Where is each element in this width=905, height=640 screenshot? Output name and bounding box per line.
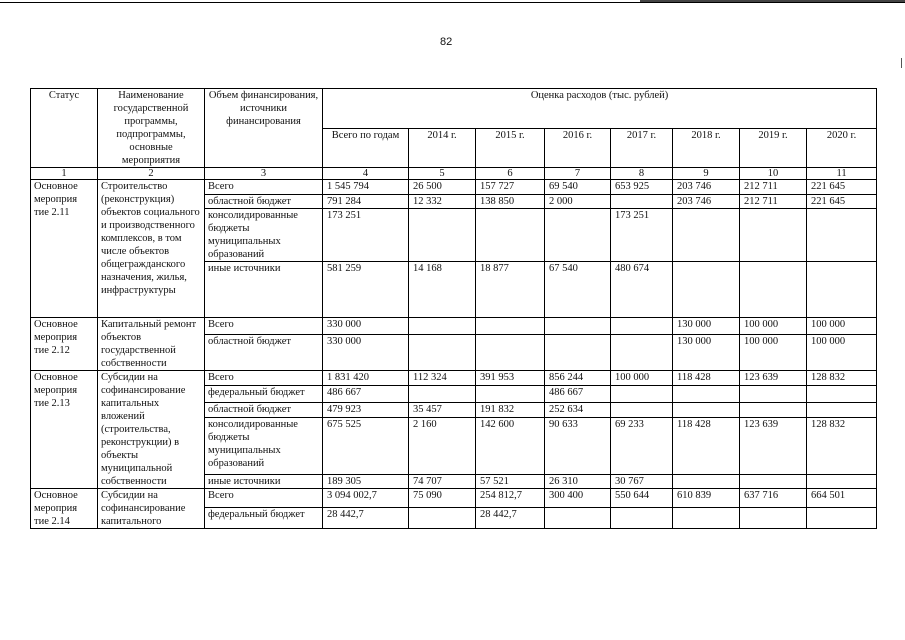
- year-value-cell: 26 500: [409, 180, 476, 195]
- year-value-cell: 69 233: [611, 418, 673, 474]
- total-value-cell: 3 094 002,7: [323, 489, 409, 508]
- column-number: 9: [673, 168, 740, 180]
- source-cell: областной бюджет: [205, 334, 323, 370]
- header-year: 2018 г.: [673, 128, 740, 168]
- column-number-row: [31, 168, 877, 180]
- status-cell: Основное мероприя тие 2.13: [31, 371, 98, 489]
- year-value-cell: 112 324: [409, 371, 476, 386]
- column-number: 3: [205, 168, 323, 180]
- year-value-cell: 856 244: [545, 371, 611, 386]
- year-value-cell: [409, 386, 476, 403]
- source-cell: Всего: [205, 180, 323, 195]
- column-number: 11: [807, 168, 877, 180]
- total-value-cell: 791 284: [323, 195, 409, 209]
- name-cell: Субсидии на софинансирование капитальных вложений (строительства, реконструкции) в объекты муниципальной собственности: [98, 371, 205, 489]
- year-value-cell: 35 457: [409, 403, 476, 418]
- year-value-cell: 100 000: [807, 318, 877, 335]
- source-cell: Всего: [205, 371, 323, 386]
- column-number: 6: [476, 168, 545, 180]
- year-value-cell: [807, 403, 877, 418]
- total-value-cell: 330 000: [323, 334, 409, 370]
- year-value-cell: [807, 262, 877, 318]
- header-year: 2020 г.: [807, 128, 877, 168]
- year-value-cell: 2 160: [409, 418, 476, 474]
- year-value-cell: 637 716: [740, 489, 807, 508]
- header-year: 2014 г.: [409, 128, 476, 168]
- year-value-cell: 57 521: [476, 474, 545, 488]
- year-value-cell: [611, 334, 673, 370]
- year-value-cell: 191 832: [476, 403, 545, 418]
- year-value-cell: 203 746: [673, 195, 740, 209]
- header-status: Статус: [31, 89, 98, 168]
- header-name: Наименование государственной программы, подпрограммы, основные мероприятия: [98, 89, 205, 168]
- year-value-cell: [476, 334, 545, 370]
- year-value-cell: 300 400: [545, 489, 611, 508]
- year-value-cell: [611, 195, 673, 209]
- year-value-cell: 221 645: [807, 180, 877, 195]
- year-value-cell: 100 000: [740, 334, 807, 370]
- table-row: [31, 318, 877, 335]
- source-cell: Всего: [205, 318, 323, 335]
- year-value-cell: 653 925: [611, 180, 673, 195]
- header-year: 2019 г.: [740, 128, 807, 168]
- year-value-cell: 610 839: [673, 489, 740, 508]
- total-value-cell: 675 525: [323, 418, 409, 474]
- year-value-cell: 30 767: [611, 474, 673, 488]
- source-cell: областной бюджет: [205, 403, 323, 418]
- year-value-cell: 142 600: [476, 418, 545, 474]
- year-value-cell: [409, 209, 476, 262]
- year-value-cell: [409, 334, 476, 370]
- year-value-cell: 128 832: [807, 418, 877, 474]
- year-value-cell: [611, 318, 673, 335]
- year-value-cell: 221 645: [807, 195, 877, 209]
- scan-edge-line: [0, 2, 905, 3]
- year-value-cell: 550 644: [611, 489, 673, 508]
- year-value-cell: [476, 209, 545, 262]
- header-year: 2015 г.: [476, 128, 545, 168]
- year-value-cell: [740, 507, 807, 528]
- year-value-cell: [545, 209, 611, 262]
- name-cell: Субсидии на софинансирование капитального: [98, 489, 205, 529]
- year-value-cell: [611, 507, 673, 528]
- header-total: Всего по годам: [323, 128, 409, 168]
- year-value-cell: [545, 507, 611, 528]
- year-value-cell: [740, 386, 807, 403]
- year-value-cell: 69 540: [545, 180, 611, 195]
- year-value-cell: 100 000: [740, 318, 807, 335]
- year-value-cell: 14 168: [409, 262, 476, 318]
- year-value-cell: 12 332: [409, 195, 476, 209]
- source-cell: иные источники: [205, 474, 323, 488]
- year-value-cell: 391 953: [476, 371, 545, 386]
- year-value-cell: 74 707: [409, 474, 476, 488]
- column-number: 8: [611, 168, 673, 180]
- total-value-cell: 581 259: [323, 262, 409, 318]
- year-value-cell: 75 090: [409, 489, 476, 508]
- year-value-cell: 130 000: [673, 334, 740, 370]
- total-value-cell: 1 831 420: [323, 371, 409, 386]
- year-value-cell: 664 501: [807, 489, 877, 508]
- source-cell: федеральный бюджет: [205, 386, 323, 403]
- year-value-cell: [807, 209, 877, 262]
- year-value-cell: [740, 403, 807, 418]
- year-value-cell: [807, 507, 877, 528]
- source-cell: федеральный бюджет: [205, 507, 323, 528]
- header-year: 2016 г.: [545, 128, 611, 168]
- column-number: 10: [740, 168, 807, 180]
- total-value-cell: 330 000: [323, 318, 409, 335]
- year-value-cell: 90 633: [545, 418, 611, 474]
- column-number: 4: [323, 168, 409, 180]
- year-value-cell: [476, 318, 545, 335]
- year-value-cell: [807, 386, 877, 403]
- year-value-cell: [673, 474, 740, 488]
- header-row: [31, 89, 877, 129]
- total-value-cell: 479 923: [323, 403, 409, 418]
- year-value-cell: 203 746: [673, 180, 740, 195]
- total-value-cell: 486 667: [323, 386, 409, 403]
- year-value-cell: 100 000: [807, 334, 877, 370]
- year-value-cell: 100 000: [611, 371, 673, 386]
- year-value-cell: 123 639: [740, 371, 807, 386]
- year-value-cell: 128 832: [807, 371, 877, 386]
- source-cell: консолидированные бюджеты муниципальных образований: [205, 418, 323, 474]
- year-value-cell: 28 442,7: [476, 507, 545, 528]
- status-cell: Основное мероприя тие 2.14: [31, 489, 98, 529]
- column-number: 1: [31, 168, 98, 180]
- year-value-cell: [409, 318, 476, 335]
- source-cell: консолидированные бюджеты муниципальных образований: [205, 209, 323, 262]
- year-value-cell: 118 428: [673, 418, 740, 474]
- header-volume: Объем финансирования, источники финансирования: [205, 89, 323, 168]
- year-value-cell: 486 667: [545, 386, 611, 403]
- scan-edge-mark: [901, 58, 902, 68]
- source-cell: иные источники: [205, 262, 323, 318]
- total-value-cell: 189 305: [323, 474, 409, 488]
- column-number: 2: [98, 168, 205, 180]
- year-value-cell: 212 711: [740, 195, 807, 209]
- name-cell: Капитальный ремонт объектов государственной собственности: [98, 318, 205, 371]
- year-value-cell: [673, 403, 740, 418]
- year-value-cell: [409, 507, 476, 528]
- year-value-cell: [545, 318, 611, 335]
- source-cell: областной бюджет: [205, 195, 323, 209]
- year-value-cell: [611, 403, 673, 418]
- total-value-cell: 1 545 794: [323, 180, 409, 195]
- year-value-cell: 173 251: [611, 209, 673, 262]
- total-value-cell: 28 442,7: [323, 507, 409, 528]
- status-cell: Основное мероприя тие 2.11: [31, 180, 98, 318]
- year-value-cell: 67 540: [545, 262, 611, 318]
- status-cell: Основное мероприя тие 2.12: [31, 318, 98, 371]
- year-value-cell: 254 812,7: [476, 489, 545, 508]
- header-estimate: Оценка расходов (тыс. рублей): [323, 89, 877, 129]
- year-value-cell: 252 634: [545, 403, 611, 418]
- year-value-cell: 2 000: [545, 195, 611, 209]
- name-cell: Строительство (реконструкция) объектов социального и производственного комплексов, в том числе объектов общегражданского назначения, жилья, инфраструктуры: [98, 180, 205, 318]
- year-value-cell: 18 877: [476, 262, 545, 318]
- year-value-cell: 157 727: [476, 180, 545, 195]
- column-number: 7: [545, 168, 611, 180]
- expenses-table: [30, 88, 877, 529]
- table-row: [31, 180, 877, 195]
- year-value-cell: [807, 474, 877, 488]
- year-value-cell: [740, 262, 807, 318]
- scan-edge-line: [640, 0, 905, 2]
- column-number: 5: [409, 168, 476, 180]
- header-year: 2017 г.: [611, 128, 673, 168]
- table-row: [31, 371, 877, 386]
- year-value-cell: 123 639: [740, 418, 807, 474]
- year-value-cell: [476, 386, 545, 403]
- year-value-cell: 26 310: [545, 474, 611, 488]
- total-value-cell: 173 251: [323, 209, 409, 262]
- year-value-cell: 480 674: [611, 262, 673, 318]
- year-value-cell: 212 711: [740, 180, 807, 195]
- table-row: [31, 489, 877, 508]
- year-value-cell: [673, 386, 740, 403]
- year-value-cell: 138 850: [476, 195, 545, 209]
- year-value-cell: [740, 474, 807, 488]
- year-value-cell: [673, 209, 740, 262]
- year-value-cell: [611, 386, 673, 403]
- source-cell: Всего: [205, 489, 323, 508]
- year-value-cell: [673, 507, 740, 528]
- year-value-cell: [740, 209, 807, 262]
- year-value-cell: [545, 334, 611, 370]
- page-number: 82: [440, 36, 453, 48]
- year-value-cell: 130 000: [673, 318, 740, 335]
- year-value-cell: 118 428: [673, 371, 740, 386]
- year-value-cell: [673, 262, 740, 318]
